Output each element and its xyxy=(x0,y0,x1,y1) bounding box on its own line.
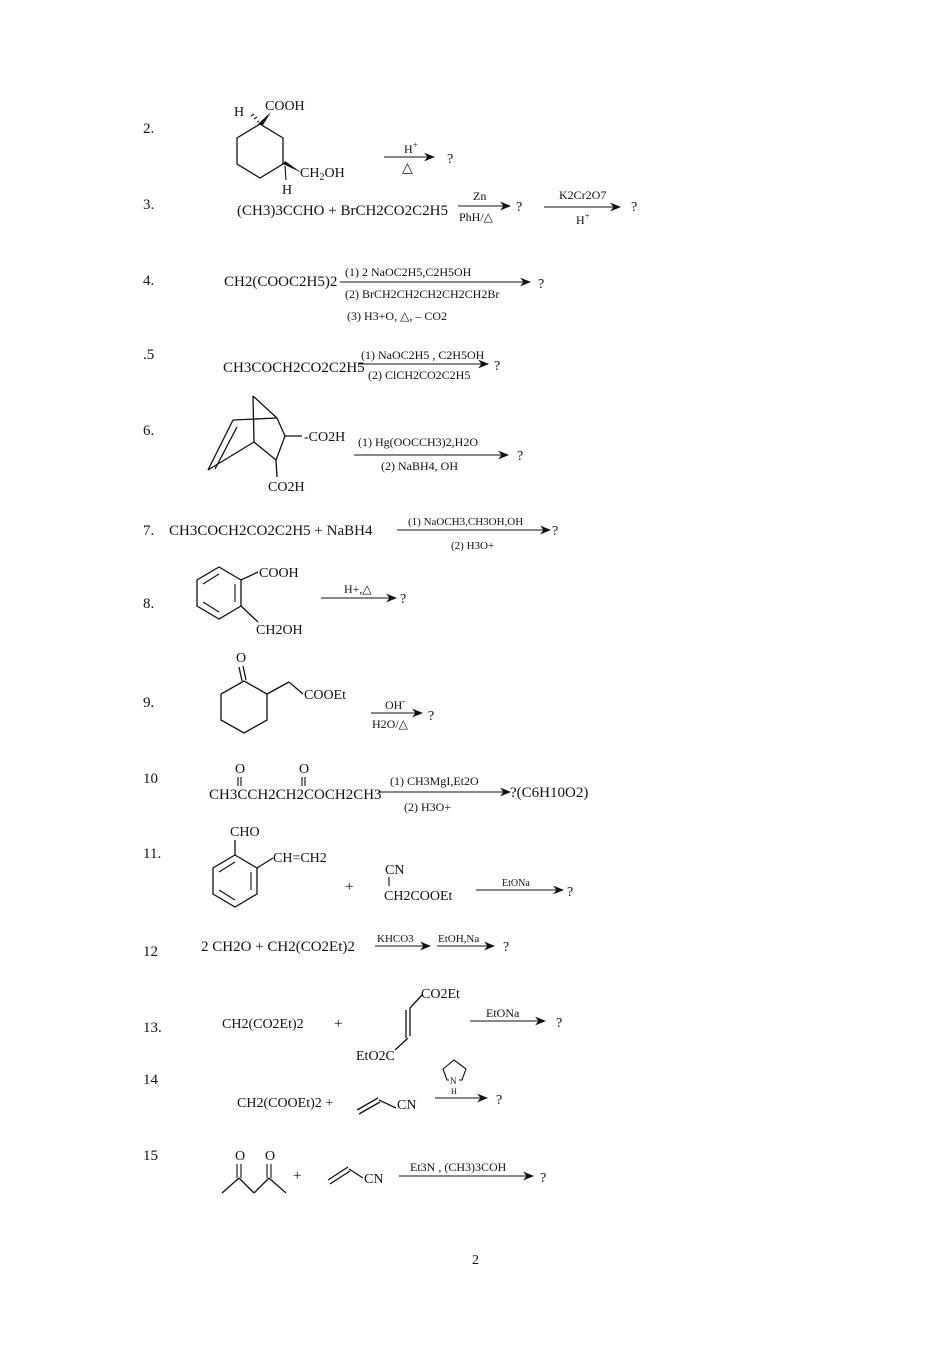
product: ? xyxy=(503,940,510,955)
problem-number: 4. xyxy=(143,273,155,289)
benzene-ring xyxy=(197,567,241,619)
reagent-top: K2Cr2O7 xyxy=(559,188,607,202)
carbonyl xyxy=(243,666,246,680)
condition-2: (2) ClCH2CO2C2H5 xyxy=(368,368,471,382)
aromatic-bonds xyxy=(219,862,251,900)
condition-2: (2) H3O+ xyxy=(404,800,452,814)
bond xyxy=(289,682,303,694)
problem-number: 14 xyxy=(143,1072,158,1088)
product: ? xyxy=(538,277,545,292)
cn-label: CN xyxy=(397,1098,417,1113)
condition-2: (2) BrCH2CH2CH2CH2CH2Br xyxy=(345,287,500,301)
problem-number: 10 xyxy=(143,771,158,787)
problem-2 xyxy=(143,99,453,198)
problem-number: 3. xyxy=(143,197,155,213)
problem-10 xyxy=(143,762,588,814)
problem-14 xyxy=(143,1060,502,1114)
problem-number: 2. xyxy=(143,121,155,137)
reagent-top: H+ xyxy=(404,140,418,156)
ch2oh-label: $CH_2OH$ xyxy=(300,166,345,183)
product: ? xyxy=(428,709,435,724)
reactant: CH3COCH2CO2C2H5 xyxy=(223,360,365,376)
benzene-ring xyxy=(213,855,257,907)
cho-label: CHO xyxy=(230,825,260,840)
oxygen-label: O xyxy=(299,762,310,777)
problem-11 xyxy=(143,825,573,907)
condition-1: (1) NaOCH3,CH3OH,OH xyxy=(408,516,524,528)
condition-1: KHCO3 xyxy=(377,933,414,945)
problem-number: 11. xyxy=(143,846,162,862)
reactants: 2 CH2O + CH2(CO2Et)2 xyxy=(201,939,355,955)
bond xyxy=(379,1100,396,1108)
reagent-bottom: △ xyxy=(402,161,413,176)
cooh-label: COOH xyxy=(259,566,299,581)
oxygen-label: O xyxy=(236,651,247,666)
ch2oh-label: CH2OH xyxy=(256,623,303,638)
reagent-bottom: H+ xyxy=(576,211,590,227)
product: ? xyxy=(556,1016,563,1031)
h-bond xyxy=(285,166,286,180)
problem-number: 15 xyxy=(143,1148,158,1164)
problem-4 xyxy=(143,265,544,323)
condition-1: (1) CH3MgI,Et2O xyxy=(390,774,479,788)
vinyl-label: CH=CH2 xyxy=(273,851,327,866)
cn-label: CN xyxy=(385,863,405,878)
reactant: CH2(COOEt)2 + xyxy=(237,1096,334,1111)
product: ? xyxy=(567,885,574,900)
carbonyl xyxy=(239,667,242,681)
cooh-label: COOH xyxy=(265,99,305,114)
problem-number: 6. xyxy=(143,423,155,439)
problem-12 xyxy=(143,933,509,960)
problem-number: 7. xyxy=(143,523,155,539)
oxygen-label: O xyxy=(235,1149,246,1164)
page-number: 2 xyxy=(472,1253,479,1268)
norbornene-skeleton xyxy=(208,396,302,477)
plus: + xyxy=(293,1168,302,1184)
problem-13 xyxy=(143,987,562,1064)
reactant: CH2(CO2Et)2 xyxy=(222,1017,304,1032)
co2h-label: -CO2H xyxy=(304,430,346,445)
problem-number: 12 xyxy=(143,944,158,960)
acetylacetone-skeleton xyxy=(222,1178,286,1193)
h-label: H xyxy=(234,105,245,120)
aromatic-bonds xyxy=(203,574,235,612)
bond xyxy=(395,1038,408,1050)
product: ? xyxy=(494,359,501,374)
h-label: H xyxy=(451,1087,457,1096)
problem-15 xyxy=(143,1148,546,1193)
condition-1: (1) Hg(OOCCH3)2,H2O xyxy=(358,435,478,449)
plus: + xyxy=(345,879,354,895)
problem-number: 9. xyxy=(143,695,155,711)
product: ? xyxy=(540,1171,547,1186)
problem-number: .5 xyxy=(143,347,155,363)
bond xyxy=(257,858,273,868)
problem-5 xyxy=(143,347,500,382)
ch2cooet-label: CH2COOEt xyxy=(384,889,453,904)
product: ? xyxy=(496,1093,503,1108)
reactant: CH2(COOC2H5)2 xyxy=(224,274,338,290)
product: ? xyxy=(447,152,454,167)
product: ? xyxy=(631,200,638,215)
condition: EtONa xyxy=(502,878,530,889)
cooet-label: COOEt xyxy=(304,688,346,703)
condition-1: (1) 2 NaOC2H5,C2H5OH xyxy=(345,265,472,279)
condition-2: H2O/△ xyxy=(372,717,408,731)
condition-2: (2) NaBH4, OH xyxy=(381,459,458,473)
bond xyxy=(267,682,289,694)
cyclohexane-ring xyxy=(237,124,283,178)
oxygen-label: O xyxy=(265,1149,276,1164)
problem-7 xyxy=(143,516,558,552)
product: ? xyxy=(517,449,524,464)
co2h-label: CO2H xyxy=(268,480,305,495)
condition: Et3N , (CH3)3COH xyxy=(410,1160,507,1174)
n-label: N xyxy=(450,1076,457,1086)
oxygen-label: O xyxy=(235,762,246,777)
problem-8 xyxy=(143,566,406,638)
problem-number: 13. xyxy=(143,1020,162,1036)
condition: EtONa xyxy=(486,1006,520,1020)
problem-number: 8. xyxy=(143,596,155,612)
condition-1: (1) NaOC2H5 , C2H5OH xyxy=(361,348,485,362)
intermediate: ? xyxy=(516,200,523,215)
problem-3 xyxy=(143,188,637,227)
product: ?(C6H10O2) xyxy=(510,785,589,801)
product: ? xyxy=(400,592,407,607)
product: ? xyxy=(552,524,559,539)
bond xyxy=(241,572,258,580)
bond xyxy=(241,606,258,622)
condition: H+,△ xyxy=(344,582,372,596)
hashed-bond xyxy=(251,114,259,122)
cyclohexanone-ring xyxy=(221,681,267,733)
vinyl-bond xyxy=(357,1098,378,1110)
condition-2: EtOH,Na xyxy=(438,933,480,945)
reactants: CH3COCH2CO2C2H5 + NaBH4 xyxy=(169,523,373,539)
bond xyxy=(349,1169,363,1178)
cn-label: CN xyxy=(364,1172,384,1187)
plus: + xyxy=(334,1016,343,1032)
reagent-bottom: PhH/△ xyxy=(459,210,493,224)
vinyl-bond xyxy=(359,1102,380,1114)
problem-6 xyxy=(143,396,523,495)
problem-9 xyxy=(143,651,434,733)
reactants: (CH3)3CCHO + BrCH2CO2C2H5 xyxy=(237,203,448,219)
h-label: H xyxy=(282,183,293,198)
reagent-top: Zn xyxy=(473,189,487,203)
co2et-label: CO2Et xyxy=(421,987,460,1002)
reactant: CH3CCH2CH2COCH2CH3 xyxy=(209,787,382,803)
condition-3: (3) H3+O, △, – CO2 xyxy=(347,309,447,323)
condition-2: (2) H3O+ xyxy=(451,540,495,552)
condition-1: OH- xyxy=(385,696,406,712)
eto2c-label: EtO2C xyxy=(356,1049,395,1064)
